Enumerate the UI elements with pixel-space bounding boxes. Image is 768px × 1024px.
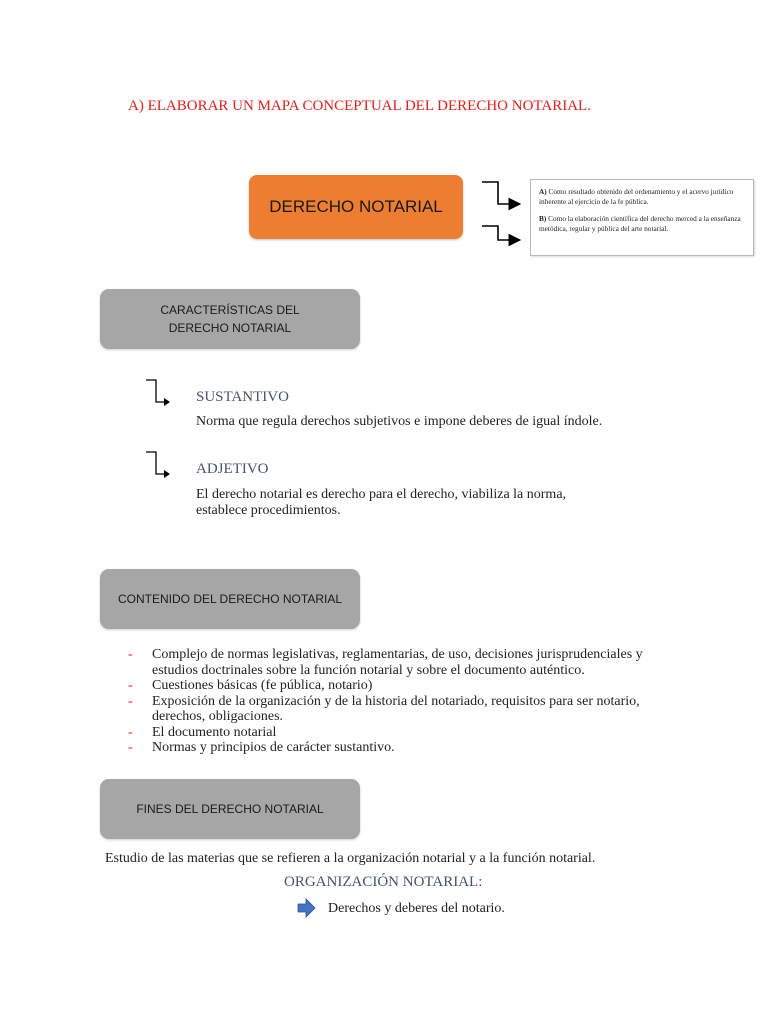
right-arrow-icon — [297, 898, 317, 918]
sustantivo-text: Norma que regula derechos subjetivos e impone deberes de igual índole. — [196, 414, 603, 429]
list-item: - Exposición de la organización y de la historia del notariado, requisitos para ser notario, derechos, obligaciones. — [128, 693, 640, 724]
list-item: - Cuestiones básicas (fe pública, notario) — [128, 678, 373, 693]
adjetivo-arrow-icon — [144, 450, 174, 480]
definitions-box — [530, 179, 754, 256]
list-item: - Normas y principios de carácter sustantivo. — [128, 740, 395, 755]
organizacion-item: Derechos y deberes del notario. — [328, 901, 505, 916]
sustantivo-heading: SUSTANTIVO — [196, 389, 289, 405]
main-concept-box: DERECHO NOTARIAL — [249, 175, 463, 239]
definition-arrows — [478, 176, 534, 250]
arrow-b-icon — [482, 226, 518, 240]
list-item: - Complejo de normas legislativas, reglamentarias, de uso, decisiones jurisprudenciales y estudios doctrinales sobre la función notarial y sobre el documento auténtico. — [128, 647, 643, 678]
contenido-heading-box: CONTENIDO DEL DERECHO NOTARIAL — [100, 569, 360, 629]
page-title: A) ELABORAR UN MAPA CONCEPTUAL DEL DERECHO NOTARIAL. — [128, 98, 591, 114]
contenido-list — [128, 647, 668, 756]
fines-text: Estudio de las materias que se refieren a la organización notarial y a la función notarial. — [105, 851, 596, 866]
adjetivo-heading: ADJETIVO — [196, 461, 269, 477]
definition-a: A) Como resultado obtenido del ordenamiento y el acervo jurídico inherente al ejercicio de la fe pública. — [539, 187, 734, 206]
arrow-a-icon — [482, 182, 518, 204]
caracteristicas-heading-box: CARACTERÍSTICAS DEL DERECHO NOTARIAL — [100, 289, 360, 349]
fines-heading-box: FINES DEL DERECHO NOTARIAL — [100, 779, 360, 839]
organizacion-heading: ORGANIZACIÓN NOTARIAL: — [284, 874, 483, 890]
list-item: - El documento notarial — [128, 724, 277, 740]
definition-b: B) Como la elaboración científica del derecho merced a la enseñanza metódica, regular y pública del arte notarial. — [539, 214, 741, 233]
sustantivo-arrow-icon — [144, 378, 174, 408]
adjetivo-text: El derecho notarial es derecho para el derecho, viabiliza la norma, establece procedimientos. — [196, 487, 567, 518]
